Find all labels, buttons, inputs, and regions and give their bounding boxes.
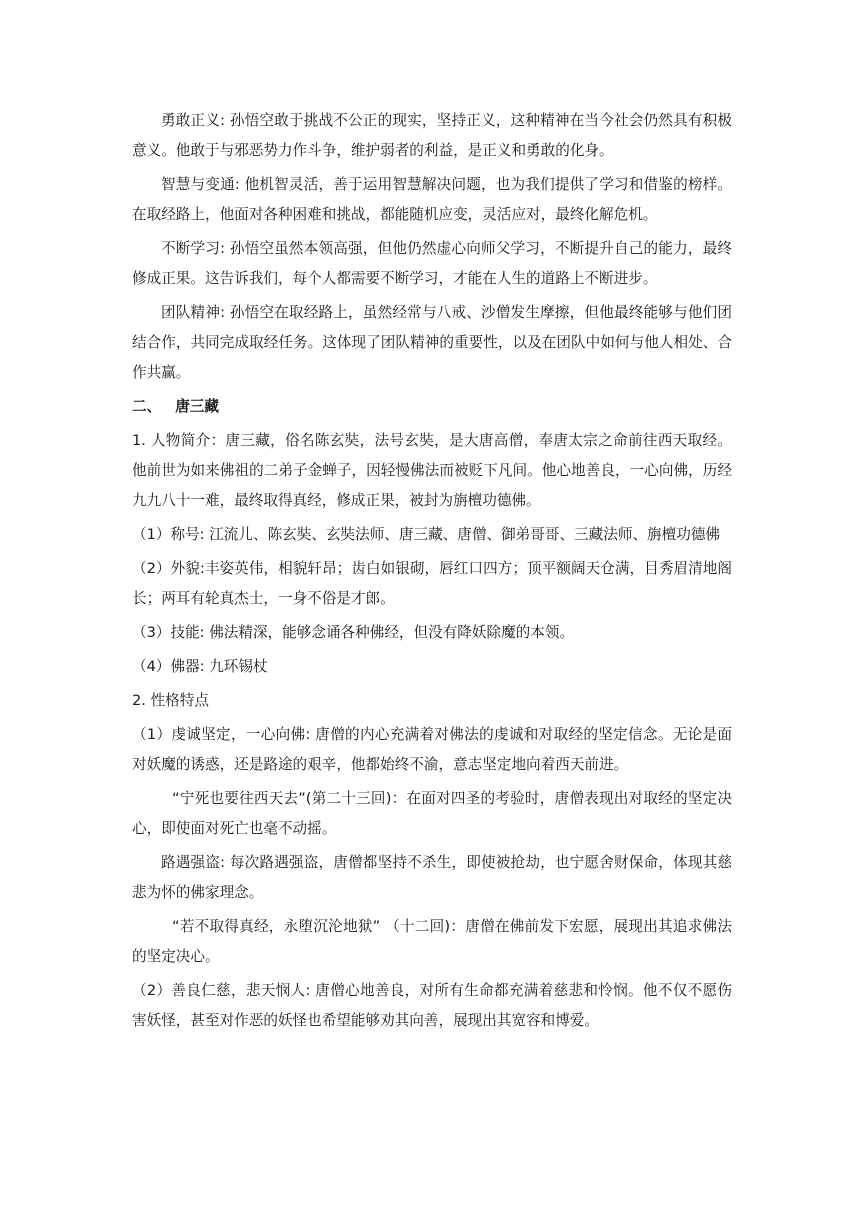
paragraph-team-spirit: 团队精神: 孙悟空在取经路上，虽然经常与八戒、沙僧发生摩擦，但他最终能够与他们团结合作，共同完成取经任务。这体现了团队精神的重要性，以及在团队中如何与他人相处、合作共赢。 bbox=[132, 304, 732, 381]
paragraph-titles: （1）称号: 江流儿、陈玄奘、玄奘法师、唐三藏、唐僧、御弟哥哥、三藏法师、旃檀功德佛 bbox=[132, 526, 721, 543]
paragraph-devout-determined: （1）虔诚坚定，一心向佛: 唐僧的内心充满着对佛法的虔诚和对取经的坚定信念。无论是面对妖魔的诱惑，还是路途的艰辛，他都始终不渝，意志坚定地向着西天前进。 bbox=[132, 726, 732, 773]
paragraph-continuous-learning: 不断学习: 孙悟空虽然本领高强，但他仍然虚心向师父学习，不断提升自己的能力，最终修成正果。这告诉我们，每个人都需要不断学习，才能在人生的道路上不断进步。 bbox=[132, 240, 732, 287]
paragraph-courage-justice: 勇敢正义: 孙悟空敢于挑战不公正的现实，坚持正义，这种精神在当今社会仍然具有积极意义。他敢于与邪恶势力作斗争，维护弱者的利益，是正义和勇敢的化身。 bbox=[132, 112, 732, 159]
paragraph-quote-vow: “若不取得真经，永堕沉沦地狱” （十二回)：唐僧在佛前发下宏愿，展现出其追求佛法的坚定决心。 bbox=[132, 918, 732, 965]
section-title: 唐三藏 bbox=[175, 398, 219, 415]
section-number: 二、 bbox=[132, 398, 162, 415]
paragraph-kind-compassionate: （2）善良仁慈，悲天悯人: 唐僧心地善良，对所有生命都充满着慈悲和怜悯。他不仅不愿伤害妖怪，甚至对作恶的妖怪也希望能够劝其向善，展现出其宽容和博爱。 bbox=[132, 982, 732, 1029]
paragraph-skills: （3）技能: 佛法精深，能够念诵各种佛经，但没有降妖除魔的本领。 bbox=[132, 624, 575, 641]
document-body bbox=[132, 106, 732, 1040]
paragraph-personality-heading: 2. 性格特点 bbox=[132, 692, 209, 709]
paragraph-character-intro: 1. 人物简介：唐三藏，俗名陈玄奘，法号玄奘，是大唐高僧，奉唐太宗之命前往西天取经。他前世为如来佛祖的二弟子金蝉子，因轻慢佛法而被贬下凡间。他心地善良，一心向佛，历经九九八十一难，最终取得真经，修成正果，被封为旃檀功德佛。 bbox=[132, 432, 732, 509]
paragraph-appearance: （2）外貌:丰姿英伟，相貌轩昂；齿白如银砌，唇红口四方；顶平额阔天仓满，目秀眉清地阁长；两耳有轮真杰士，一身不俗是才郎。 bbox=[132, 560, 732, 607]
paragraph-meeting-bandits: 路遇强盗: 每次路遇强盗，唐僧都坚持不杀生，即使被抢劫，也宁愿舍财保命，体现其慈悲为怀的佛家理念。 bbox=[132, 854, 732, 901]
paragraph-quote-to-the-west: “宁死也要往西天去”(第二十三回)：在面对四圣的考验时，唐僧表现出对取经的坚定决心，即使面对死亡也毫不动摇。 bbox=[132, 790, 732, 837]
section-heading-tang-sanzang bbox=[132, 392, 732, 422]
paragraph-wisdom-flexibility: 智慧与变通: 他机智灵活，善于运用智慧解决问题，也为我们提供了学习和借鉴的榜样。在取经路上，他面对各种困难和挑战，都能随机应变，灵活应对，最终化解危机。 bbox=[132, 176, 732, 223]
paragraph-weapon: （4）佛器: 九环锡杖 bbox=[132, 658, 268, 675]
